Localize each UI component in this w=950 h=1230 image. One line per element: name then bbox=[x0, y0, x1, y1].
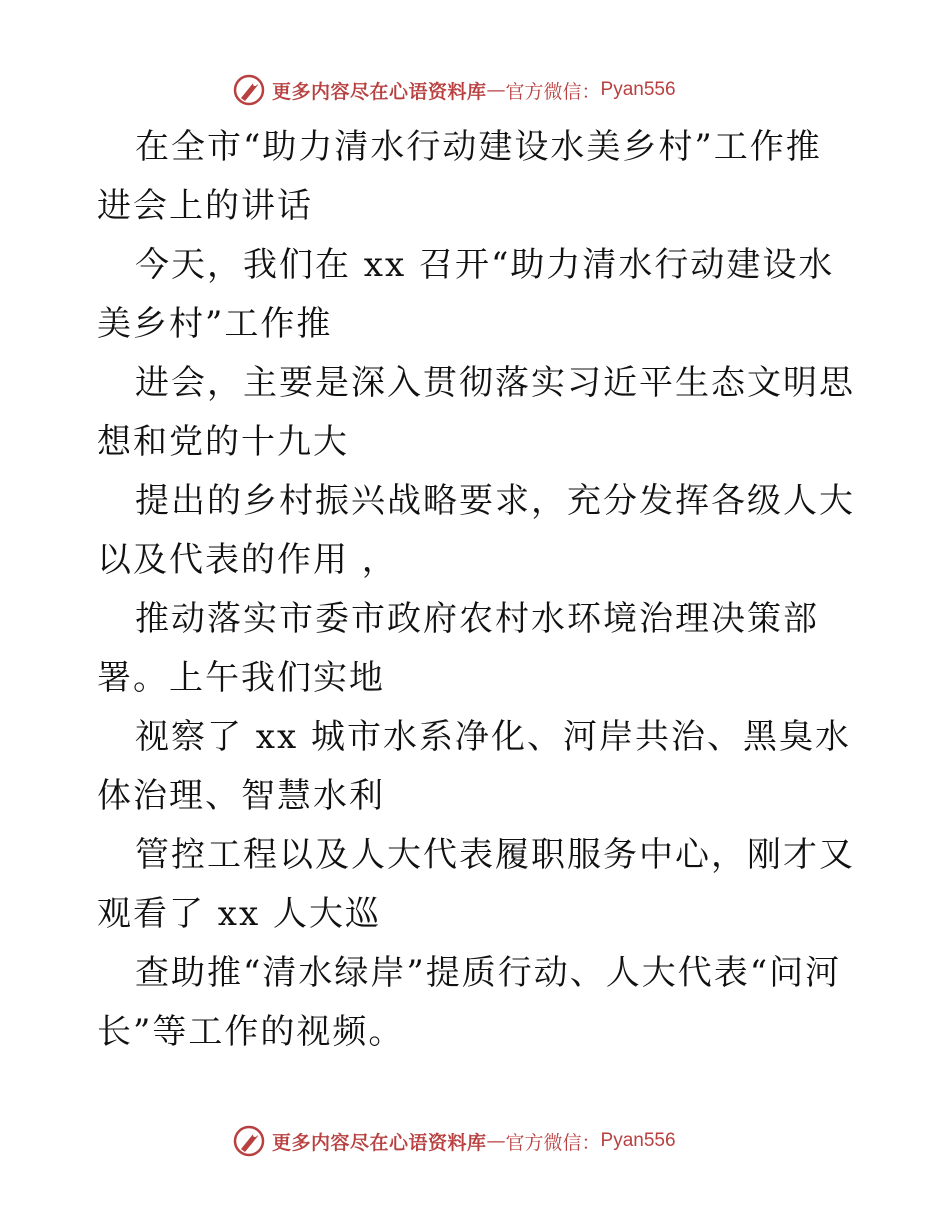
paragraph: 管控工程以及人大代表履职服务中心，刚才又观看了 xx 人大巡 bbox=[97, 835, 855, 934]
paragraph: 视察了 xx 城市水系净化、河岸共治、黑臭水体治理、智慧水利 bbox=[97, 717, 851, 816]
watermark-title: 更多内容尽在心语资料库 bbox=[272, 80, 487, 103]
pen-logo-icon bbox=[232, 73, 266, 107]
watermark-dash: — bbox=[486, 1130, 506, 1152]
paragraph: 今天，我们在 xx 召开“助力清水行动建设水美乡村”工作推 bbox=[97, 245, 835, 344]
header-watermark bbox=[232, 70, 676, 110]
paragraph: 提出的乡村振兴战略要求，充分发挥各级人大以及代表的作用 ， bbox=[97, 481, 855, 580]
watermark-title: 更多内容尽在心语资料库 bbox=[272, 1131, 487, 1154]
document-body bbox=[97, 118, 855, 1062]
paragraph: 进会，主要是深入贯彻落实习近平生态文明思想和党的十九大 bbox=[97, 363, 855, 462]
watermark-wechat-label: 官方微信： bbox=[505, 80, 601, 103]
watermark-wechat-id: Pyan556 bbox=[600, 79, 676, 100]
watermark-dash: — bbox=[486, 79, 506, 101]
paragraph-title: 在全市“助力清水行动建设水美乡村”工作推进会上的讲话 bbox=[97, 127, 822, 226]
watermark-wechat-label: 官方微信： bbox=[505, 1131, 601, 1154]
paragraph: 查助推“清水绿岸”提质行动、人大代表“问河长”等工作的视频。 bbox=[97, 953, 842, 1052]
footer-watermark bbox=[232, 1121, 676, 1161]
watermark-wechat-id: Pyan556 bbox=[600, 1130, 676, 1151]
paragraph: 推动落实市委市政府农村水环境治理决策部署。上午我们实地 bbox=[97, 599, 819, 698]
pen-logo-icon bbox=[232, 1124, 266, 1158]
